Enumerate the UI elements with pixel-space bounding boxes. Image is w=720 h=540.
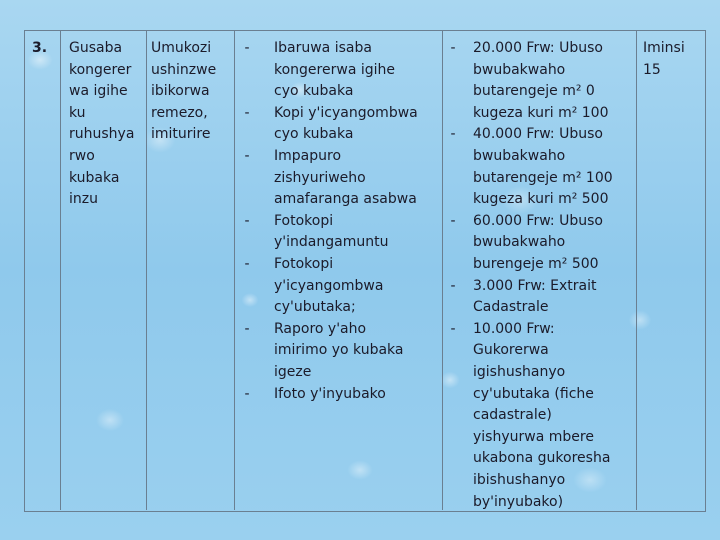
duration-line: Iminsi [643,40,685,56]
list-item [274,254,444,319]
list-item-line: cy'ubutaka; [274,299,356,316]
list-item-line: 20.000 Frw: Ubuso [473,40,603,56]
list-item-line: 40.000 Frw: Ubuso [473,126,603,143]
bullet-dash: - [450,126,456,143]
duration [643,38,703,81]
list-item-line: by'inyubako) [473,493,564,510]
column-divider [636,30,637,510]
list-item [274,146,444,211]
list-item-line: 3.000 Frw: Extrait [473,277,597,294]
list-item-line: butarengeje m² 0 [473,83,595,100]
list-item-line: kugeza kuri m² 100 [473,104,609,121]
bullet-dash: - [244,212,250,229]
list-item [473,276,633,319]
responsible-official [151,38,241,146]
bullet-dash: - [244,148,250,164]
list-item [274,38,444,103]
bullet-dash: - [450,212,456,229]
list-item [274,384,444,406]
service-line: ruhushya [69,126,135,143]
list-item-line: Impapuro [274,148,342,164]
service-line: inzu [69,191,98,208]
list-item [473,319,633,513]
column-divider [60,30,61,510]
list-item-line: bwubakwaho [473,147,566,164]
list-item-line: burengeje m² 500 [473,255,599,272]
list-item-line: bwubakwaho [473,234,566,251]
list-item [473,38,633,124]
list-item-line: amafaranga asabwa [274,191,417,208]
service-name [69,38,145,211]
service-line: kubaka [69,169,120,186]
list-item-line: cadastrale) [473,407,552,424]
list-item-line: butarengeje m² 100 [473,169,613,186]
bullet-dash: - [244,320,250,337]
official-line: ibikorwa [151,83,210,100]
list-item [473,211,633,276]
row-number: 3. [32,40,48,56]
bullet-dash: - [244,40,250,56]
list-item-line: igeze [274,363,312,380]
list-item-line: y'icyangombwa [274,277,384,294]
list-item-line: Ibaruwa isaba [274,40,372,56]
service-line: Gusaba [69,40,123,56]
service-line: kongerer [69,61,132,78]
official-line: Umukozi [151,40,212,56]
bullet-dash: - [450,277,456,294]
column-divider [146,30,147,510]
list-item-line: cyo kubaka [274,83,354,100]
list-item [274,319,444,384]
list-item-line: zishyuriweho [274,169,366,186]
list-item-line: ukabona gukoresha [473,450,611,467]
service-line: ku [69,104,86,121]
official-line: ushinzwe [151,61,217,78]
bullet-dash: - [244,385,250,402]
bullet-dash: - [244,256,250,272]
list-item-line: kugeza kuri m² 500 [473,191,609,208]
list-item-line: Fotokopi [274,256,334,272]
service-line: wa igihe [69,83,128,100]
official-line: remezo, [151,104,208,121]
duration-line: 15 [643,61,661,78]
list-item-line: Raporo y'aho [274,320,367,337]
list-item [274,103,444,146]
list-item-line: ibishushanyo [473,471,566,488]
list-item-line: 60.000 Frw: Ubuso [473,212,603,229]
bullet-dash: - [450,40,456,56]
list-item-line: bwubakwaho [473,61,566,78]
bullet-dash: - [244,104,250,121]
list-item-line: Ifoto y'inyubako [274,385,386,402]
list-item-line: yishyurwa mbere [473,428,594,445]
list-item-line: cyo kubaka [274,126,354,143]
list-item-line: Kopi y'icyangombwa [274,104,418,121]
list-item-line: Cadastrale [473,299,549,316]
list-item-line: y'indangamuntu [274,234,389,251]
list-item [473,124,633,210]
list-item-line: imirimo yo kubaka [274,342,404,359]
list-item-line: 10.000 Frw: [473,320,555,337]
list-item-line: Fotokopi [274,212,334,229]
list-item-line: kongererwa igihe [274,61,395,78]
list-item-line: cy'ubutaka (fiche [473,385,594,402]
list-item-line: igishushanyo [473,363,566,380]
bullet-dash: - [450,320,456,337]
service-line: rwo [69,147,95,164]
official-line: imiturire [151,126,211,143]
list-item [274,211,444,254]
list-item-line: Gukorerwa [473,342,549,359]
